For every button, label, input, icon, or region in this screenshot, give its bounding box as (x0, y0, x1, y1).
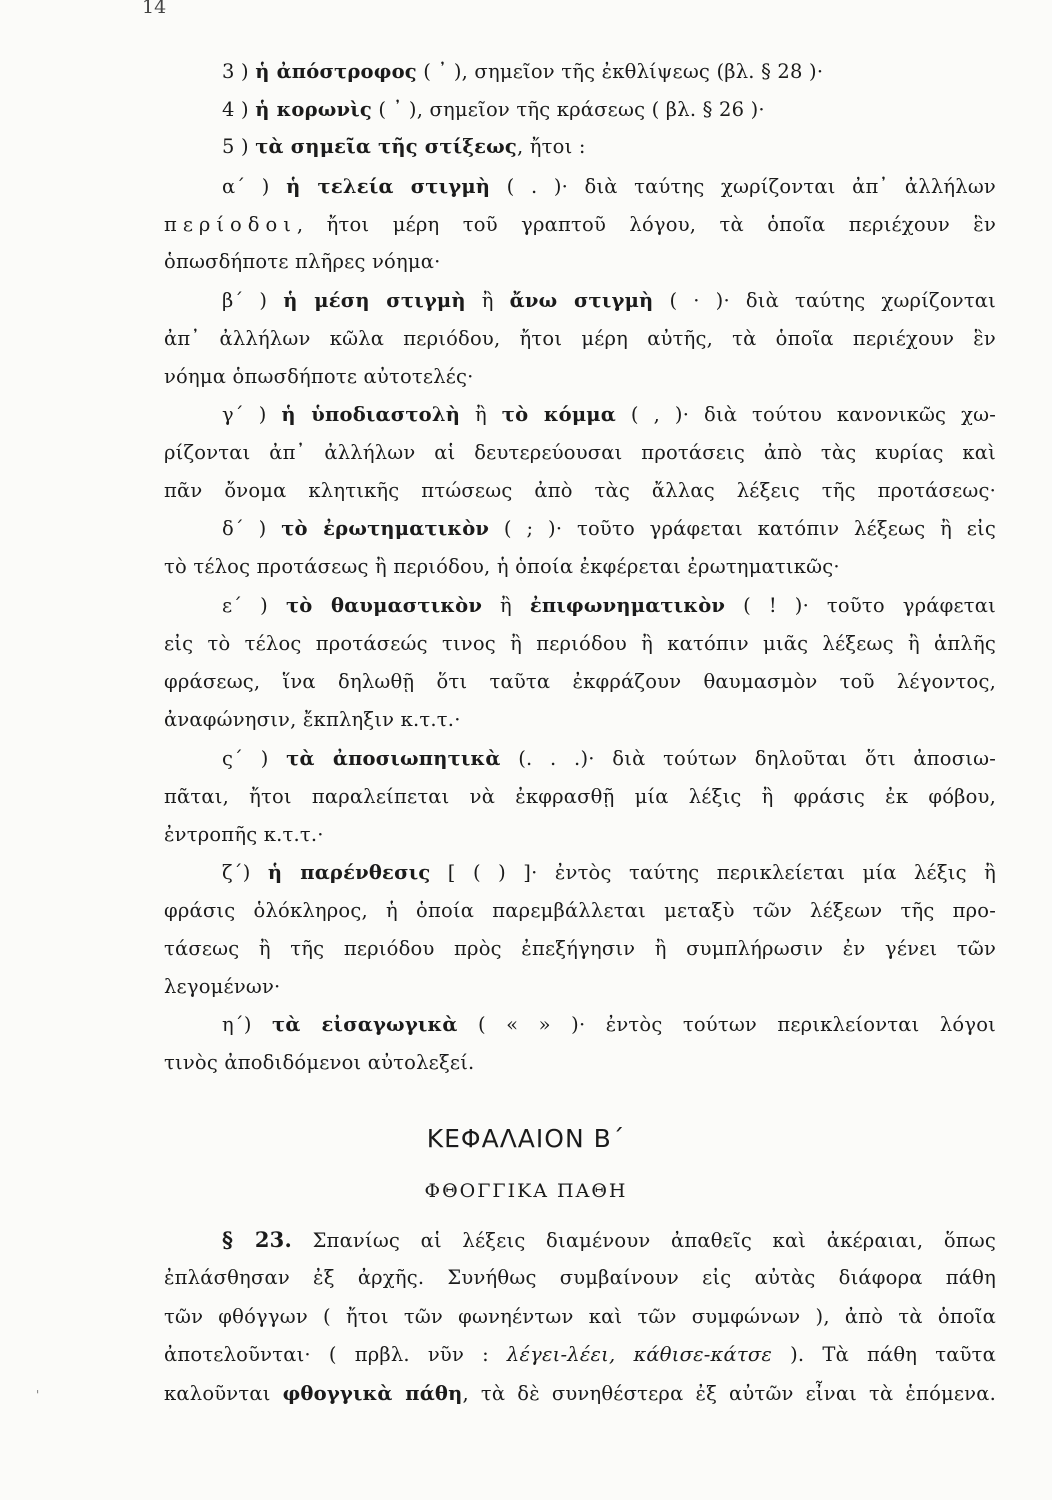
term-quotation-marks: τὰ εἰσαγωγικὰ (272, 1013, 458, 1036)
mark-zeta-line1: ζ΄) ἡ παρένθεσις [ ( ) ]· ἐντὸς ταύτης περικλείεται μία λέξις ἢ (222, 861, 996, 884)
mark-alpha-line3: ὁπωσδήποτε πλῆρες νόημα· (164, 250, 441, 273)
mark-beta-line2: ἀπ᾿ ἀλλήλων κῶλα περιόδου, ἤτοι μέρη αὐτῆς, τὰ ὁποῖα περιέχουν ἓν (164, 327, 996, 350)
term-comma: τὸ κόμμα (501, 403, 616, 426)
term-punctuation: τὰ σημεῖα τῆς στίξεως (255, 135, 517, 158)
page-number: 14 (142, 0, 167, 18)
term-coronis: ἡ κορωνὶς (255, 98, 372, 121)
mark-alpha-line1: α΄ ) ἡ τελεία στιγμὴ ( . )· διὰ ταύτης χωρίζονται ἀπ᾿ ἀλλήλων (222, 175, 996, 198)
term-apostrophe: ἡ ἀπόστροφος (255, 60, 417, 83)
chapter-title: ΚΕΦΑΛΑΙΟΝ Β΄ (426, 1124, 626, 1153)
term-interjection: ἐπιφωνηματικὸν (529, 594, 726, 617)
section-23-line1: § 23. Σπανίως αἱ λέξεις διαμένουν ἀπαθεῖς καὶ ἀκέραιαι, ὅπως (222, 1227, 997, 1252)
section-23-line3: τῶν φθόγγων ( ἤτοι τῶν φωνηέντων καὶ τῶν συμφώνων ), ἀπὸ τὰ ὁποῖα (164, 1305, 996, 1328)
mark-alpha-line2: περίοδοι, ἤτοι μέρη τοῦ γραπτοῦ λόγου, τὰ ὁποῖα περιέχουν ἓν (164, 213, 996, 236)
section-number: § 23. (222, 1227, 292, 1252)
term-full-stop: ἡ τελεία στιγμὴ (286, 175, 491, 198)
list-item-4: 4 ) ἡ κορωνὶς ( ᾿ ), σημεῖον τῆς κράσεως ( βλ. § 26 )· (222, 98, 765, 121)
mark-beta-line3: νόημα ὁπωσδήποτε αὐτοτελές· (164, 365, 474, 388)
margin-mark: ' (36, 1388, 40, 1402)
mark-delta-line2: τὸ τέλος προτάσεως ἢ περιόδου, ἡ ὁποία ἐκφέρεται ἐρωτηματικῶς· (164, 555, 840, 578)
mark-epsilon-line4: ἀναφώνησιν, ἔκπληξιν κ.τ.τ.· (164, 708, 461, 731)
mark-gamma-line2: ρίζονται ἀπ᾿ ἀλλήλων αἱ δευτερεύουσαι προτάσεις ἀπὸ τὰς κυρίας καὶ (164, 441, 996, 464)
mark-stigma-line3: ἐντροπῆς κ.τ.τ.· (164, 823, 324, 846)
mark-gamma-line1: γ΄ ) ἡ ὑποδιαστολὴ ἢ τὸ κόμμα ( , )· διὰ τούτου κανονικῶς χω- (222, 403, 996, 426)
term-middle-dot: ἡ μέση στιγμὴ (283, 289, 466, 312)
section-23-line4: ἀποτελοῦνται· ( πρβλ. νῦν : λέγει-λέει, κάθισε-κάτσε ). Τὰ πάθη ταῦτα (164, 1343, 997, 1366)
term-parenthesis: ἡ παρένθεσις (267, 861, 431, 884)
mark-zeta-line3: τάσεως ἢ τῆς περιόδου πρὸς ἐπεξήγησιν ἢ συμπλήρωσιν ἐν γένει τῶν (164, 937, 996, 960)
section-23-line2: ἐπλάσθησαν ἐξ ἀρχῆς. Συνήθως συμβαίνουν εἰς αὐτὰς διάφορα πάθη (164, 1266, 996, 1289)
mark-epsilon-line1: ε΄ ) τὸ θαυμαστικὸν ἢ ἐπιφωνηματικὸν ( ! )· τοῦτο γράφεται (222, 594, 997, 617)
term-question-mark: τὸ ἐρωτηματικὸν (281, 517, 490, 540)
mark-stigma-line2: πᾶται, ἤτοι παραλείπεται νὰ ἐκφρασθῇ μία λέξις ἢ φράσις ἐκ φόβου, (164, 785, 996, 808)
mark-zeta-line2: φράσις ὁλόκληρος, ἡ ὁποία παρεμβάλλεται μεταξὺ τῶν λέξεων τῆς προ- (164, 899, 996, 922)
mark-gamma-line3: πᾶν ὄνομα κλητικῆς πτώσεως ἀπὸ τὰς ἄλλας λέξεις τῆς προτάσεως· (164, 479, 996, 502)
example-words: λέγει-λέει, κάθισε-κάτσε (506, 1343, 773, 1366)
term-phonetic-changes: φθογγικὰ πάθη (282, 1382, 463, 1405)
mark-epsilon-line3: φράσεως, ἵνα δηλωθῇ ὅτι ταῦτα ἐκφράζουν θαυμασμὸν τοῦ λέγοντος, (164, 670, 996, 693)
list-item-5: 5 ) τὰ σημεῖα τῆς στίξεως, ἤτοι : (222, 135, 586, 158)
mark-eta-line1: η΄) τὰ εἰσαγωγικὰ ( « » )· ἐντὸς τούτων περικλείονται λόγοι (222, 1013, 996, 1036)
term-ellipsis: τὰ ἀποσιωπητικὰ (286, 747, 501, 770)
list-item-3: 3 ) ἡ ἀπόστροφος ( ᾿ ), σημεῖον τῆς ἐκθλίψεως (βλ. § 28 )· (222, 60, 824, 83)
mark-stigma-line1: ς΄ ) τὰ ἀποσιωπητικὰ (. . .)· διὰ τούτων δηλοῦται ὅτι ἀποσιω- (222, 747, 996, 770)
mark-beta-line1: β΄ ) ἡ μέση στιγμὴ ἢ ἄνω στιγμὴ ( · )· διὰ ταύτης χωρίζονται (222, 289, 997, 312)
mark-delta-line1: δ΄ ) τὸ ἐρωτηματικὸν ( ; )· τοῦτο γράφεται κατόπιν λέξεως ἢ εἰς (222, 517, 996, 540)
section-23-line5: καλοῦνται φθογγικὰ πάθη, τὰ δὲ συνηθέστερα ἐξ αὐτῶν εἶναι τὰ ἑπόμενα. (164, 1382, 997, 1405)
spaced-term-periods: περίοδοι (164, 213, 297, 236)
mark-epsilon-line2: εἰς τὸ τέλος προτάσεώς τινος ἢ περιόδου ἢ κατόπιν μιᾶς λέξεως ἢ ἁπλῆς (164, 632, 996, 655)
mark-eta-line2: τινὸς ἀποδιδόμενοι αὐτολεξεί. (164, 1051, 475, 1074)
term-upper-dot: ἄνω στιγμὴ (509, 289, 654, 312)
mark-zeta-line4: λεγομένων· (164, 975, 281, 998)
term-exclamation: τὸ θαυμαστικὸν (285, 594, 483, 617)
term-hypodiastole: ἡ ὑποδιαστολὴ (281, 403, 461, 426)
chapter-subtitle: ΦΘΟΓΓΙΚΑ ΠΑΘΗ (424, 1180, 628, 1202)
